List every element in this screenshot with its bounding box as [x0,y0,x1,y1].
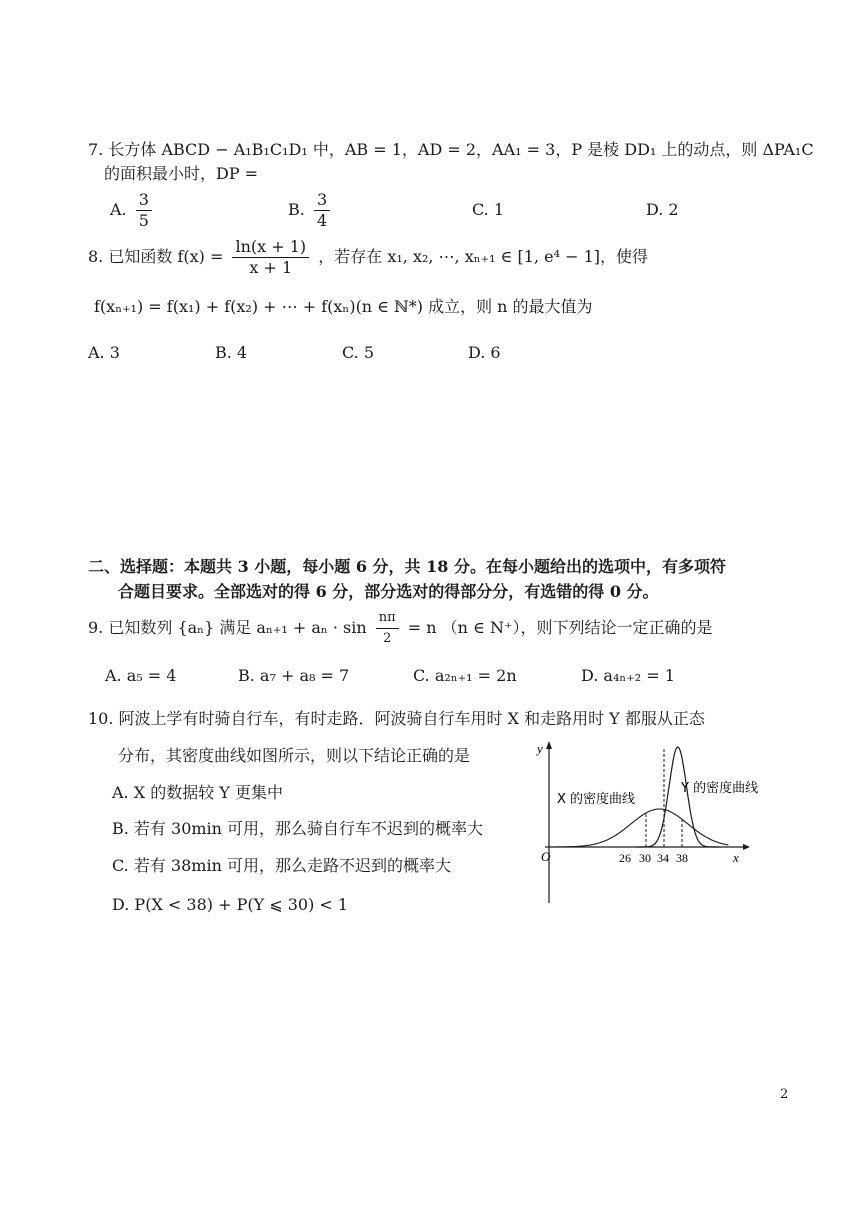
q10-option-a: A. X 的数据较 Y 更集中 [112,783,283,802]
q9-option-a: A. a₅ = 4 [105,666,177,685]
q8-option-b: B. 4 [215,343,248,362]
tick-label-30: 30 [639,851,651,865]
q8-fraction-numerator: ln(x + 1) [232,237,309,258]
q8-stem-line1 [88,237,648,278]
q10-option-d: D. P(X < 38) + P(Y ⩽ 30) < 1 [112,895,349,914]
q9-fraction-numerator: nπ [376,608,399,629]
q9-stem [88,608,712,649]
y-density-curve [636,747,719,847]
x-curve-label: X 的密度曲线 [557,792,636,807]
x-axis-label: x [733,850,739,865]
q9-fraction [376,608,399,649]
q9-stem-post: = n （n ∈ N⁺），则下列结论一定正确的是 [407,618,713,637]
q10-option-b: B. 若有 30min 可用，那么骑自行车不迟到的概率大 [112,819,484,838]
q7-stem-line2: 的面积最小时，DP = [104,164,259,183]
q7-option-b [288,190,334,231]
q8-stem-line2: f(xₙ₊₁) = f(x₁) + f(x₂) + ⋯ + f(xₙ)(n ∈ ℕ*) 成立，则 n 的最大值为 [94,297,593,316]
q9-option-c: C. a₂ₙ₊₁ = 2n [413,666,517,685]
section-two-instructions-line1: 二、选择题：本题共 3 小题，每小题 6 分，共 18 分。在每小题给出的选项中，有多项符 [88,557,726,576]
y-curve-label: Y 的密度曲线 [681,781,759,796]
section-two-instructions-line2: 合题目要求。全部选对的得 6 分，部分选对的得部分分，有选错的得 0 分。 [118,582,659,601]
page-number: 2 [780,1087,789,1102]
y-axis-arrow [546,741,552,749]
q8-option-c: C. 5 [342,343,375,362]
tick-label-26: 26 [619,851,631,865]
q8-fraction [232,237,309,278]
q9-fraction-denominator: 2 [383,631,392,646]
q10-stem-line1: 10. 阿波上学有时骑自行车，有时走路．阿波骑自行车用时 X 和走路用时 Y 都服从正态 [88,709,705,728]
q9-stem-pre: 9. 已知数列 {aₙ} 满足 aₙ₊₁ + aₙ · sin [88,618,367,637]
density-curves-graph [535,735,775,905]
q10-stem-line2: 分布，其密度曲线如图所示，则以下结论正确的是 [118,746,471,765]
q8-stem-pre: 8. 已知函数 f(x) = [88,247,224,266]
q9-option-b: B. a₇ + a₈ = 7 [238,666,350,685]
q10-option-c: C. 若有 38min 可用，那么走路不迟到的概率大 [112,856,451,875]
q7-option-a-denominator: 5 [138,211,149,230]
q7-option-a-label: A. [110,200,127,219]
q8-option-d: D. 6 [468,343,501,362]
q7-option-a [110,190,156,231]
q7-option-a-fraction [136,190,152,231]
q7-option-a-numerator: 3 [136,190,152,211]
q7-option-d: D. 2 [646,200,679,219]
q7-option-b-fraction [314,190,330,231]
q8-option-a: A. 3 [88,343,120,362]
origin-label: O [541,849,551,864]
q8-stem-post: ，若存在 x₁, x₂, ⋯, xₙ₊₁ ∈ [1, e⁴ − 1]，使得 [318,247,649,266]
q7-option-b-denominator: 4 [316,211,328,230]
q7-option-b-numerator: 3 [314,190,330,211]
q8-fraction-denominator: x + 1 [249,258,293,277]
tick-label-38: 38 [676,851,688,865]
q7-stem-line1: 7. 长方体 ABCD − A₁B₁C₁D₁ 中，AB = 1，AD = 2，AA₁ = 3，P 是棱 DD₁ 上的动点，则 ΔPA₁C [88,140,814,159]
tick-label-34: 34 [657,851,669,865]
q9-option-d: D. a₄ₙ₊₂ = 1 [581,666,675,685]
q7-option-b-label: B. [288,200,305,219]
q7-option-c: C. 1 [472,200,505,219]
x-density-curve [549,809,728,847]
y-axis-label: y [537,741,543,756]
x-axis-arrow [743,844,750,850]
